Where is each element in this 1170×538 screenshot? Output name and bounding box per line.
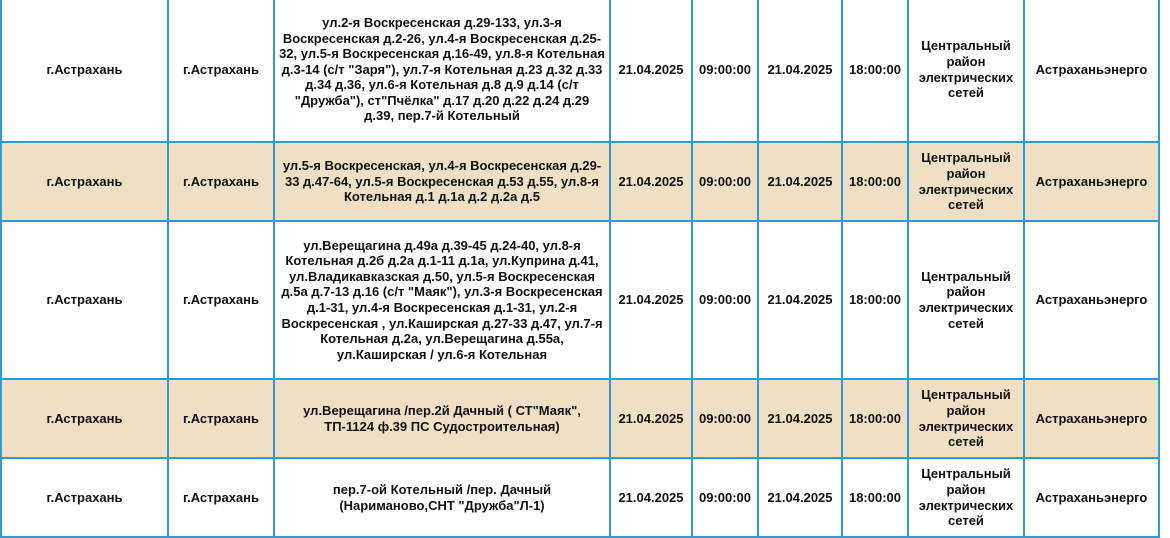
address-cell: ул.Верещагина д.49а д.39-45 д.24-40, ул.8-я Котельная д.2б д.2а д.1-11 д.1а, ул.Куприна д.41, ул.Владикавказская д.50, ул.5-я Воскресенская д.5а д.7-13 д.16 (с/т "Маяк"), ул.3-я Воскресенская д.1-31, ул.4-я Воскресенская д.1-31, ул.2-я Воскресенская , ул.Каширская д.27-33 д.47, ул.7-я Котельная д.2а, ул.Верещагина д.55а, ул.Каширская / ул.6-я Котельная (274, 221, 610, 379)
address-cell: ул.5-я Воскресенская, ул.4-я Воскресенская д.29-33 д.47-64, ул.5-я Воскресенская д.53 д.55, ул.8-я Котельная д.1 д.1а д.2 д.2а д.5 (274, 142, 610, 221)
address-cell: ул.Верещагина /пер.2й Дачный ( СТ"Маяк", ТП-1124 ф.39 ПС Судостроительная) (274, 379, 610, 458)
table-row (1, 0, 1159, 142)
district-cell: Центральный район электрических сетей (908, 379, 1024, 458)
city-cell: г.Астрахань (1, 458, 168, 537)
start-time-cell: 09:00:00 (692, 0, 758, 142)
table-row (1, 458, 1159, 537)
company-cell: Астраханьэнерго (1024, 458, 1159, 537)
district-cell: Центральный район электрических сетей (908, 142, 1024, 221)
district-cell: Центральный район электрических сетей (908, 221, 1024, 379)
end-time-cell: 18:00:00 (842, 0, 908, 142)
start-date-cell: 21.04.2025 (610, 221, 692, 379)
start-time-cell: 09:00:00 (692, 458, 758, 537)
district-cell: Центральный район электрических сетей (908, 458, 1024, 537)
start-date-cell: 21.04.2025 (610, 458, 692, 537)
table-row (1, 221, 1159, 379)
city-cell: г.Астрахань (1, 221, 168, 379)
settlement-cell: г.Астрахань (168, 142, 274, 221)
settlement-cell: г.Астрахань (168, 379, 274, 458)
end-time-cell: 18:00:00 (842, 142, 908, 221)
end-time-cell: 18:00:00 (842, 458, 908, 537)
company-cell: Астраханьэнерго (1024, 379, 1159, 458)
start-time-cell: 09:00:00 (692, 379, 758, 458)
city-cell: г.Астрахань (1, 379, 168, 458)
city-cell: г.Астрахань (1, 0, 168, 142)
start-time-cell: 09:00:00 (692, 221, 758, 379)
end-date-cell: 21.04.2025 (758, 379, 842, 458)
start-date-cell: 21.04.2025 (610, 142, 692, 221)
company-cell: Астраханьэнерго (1024, 142, 1159, 221)
district-cell: Центральный район электрических сетей (908, 0, 1024, 142)
table-row (1, 142, 1159, 221)
settlement-cell: г.Астрахань (168, 221, 274, 379)
settlement-cell: г.Астрахань (168, 458, 274, 537)
table-row (1, 379, 1159, 458)
city-cell: г.Астрахань (1, 142, 168, 221)
end-date-cell: 21.04.2025 (758, 142, 842, 221)
company-cell: Астраханьэнерго (1024, 0, 1159, 142)
start-time-cell: 09:00:00 (692, 142, 758, 221)
end-date-cell: 21.04.2025 (758, 0, 842, 142)
address-cell: ул.2-я Воскресенская д.29-133, ул.3-я Воскресенская д.2-26, ул.4-я Воскресенская д.25-32, ул.5-я Воскресенская д.16-49, ул.8-я Котельная д.3-14 (с/т "Заря"), ул.7-я Котельная д.23 д.32 д.33 д.34 д.36, ул.6-я Котельная д.8 д.9 д.14 (с/т "Дружба"), ст"Пчёлка" д.17 д.20 д.22 д.24 д.29 д.39, пер.7-й Котельный (274, 0, 610, 142)
company-cell: Астраханьэнерго (1024, 221, 1159, 379)
start-date-cell: 21.04.2025 (610, 0, 692, 142)
start-date-cell: 21.04.2025 (610, 379, 692, 458)
end-time-cell: 18:00:00 (842, 221, 908, 379)
address-cell: пер.7-ой Котельный /пер. Дачный (Нариманово,СНТ "Дружба"Л-1) (274, 458, 610, 537)
end-date-cell: 21.04.2025 (758, 458, 842, 537)
end-date-cell: 21.04.2025 (758, 221, 842, 379)
settlement-cell: г.Астрахань (168, 0, 274, 142)
end-time-cell: 18:00:00 (842, 379, 908, 458)
